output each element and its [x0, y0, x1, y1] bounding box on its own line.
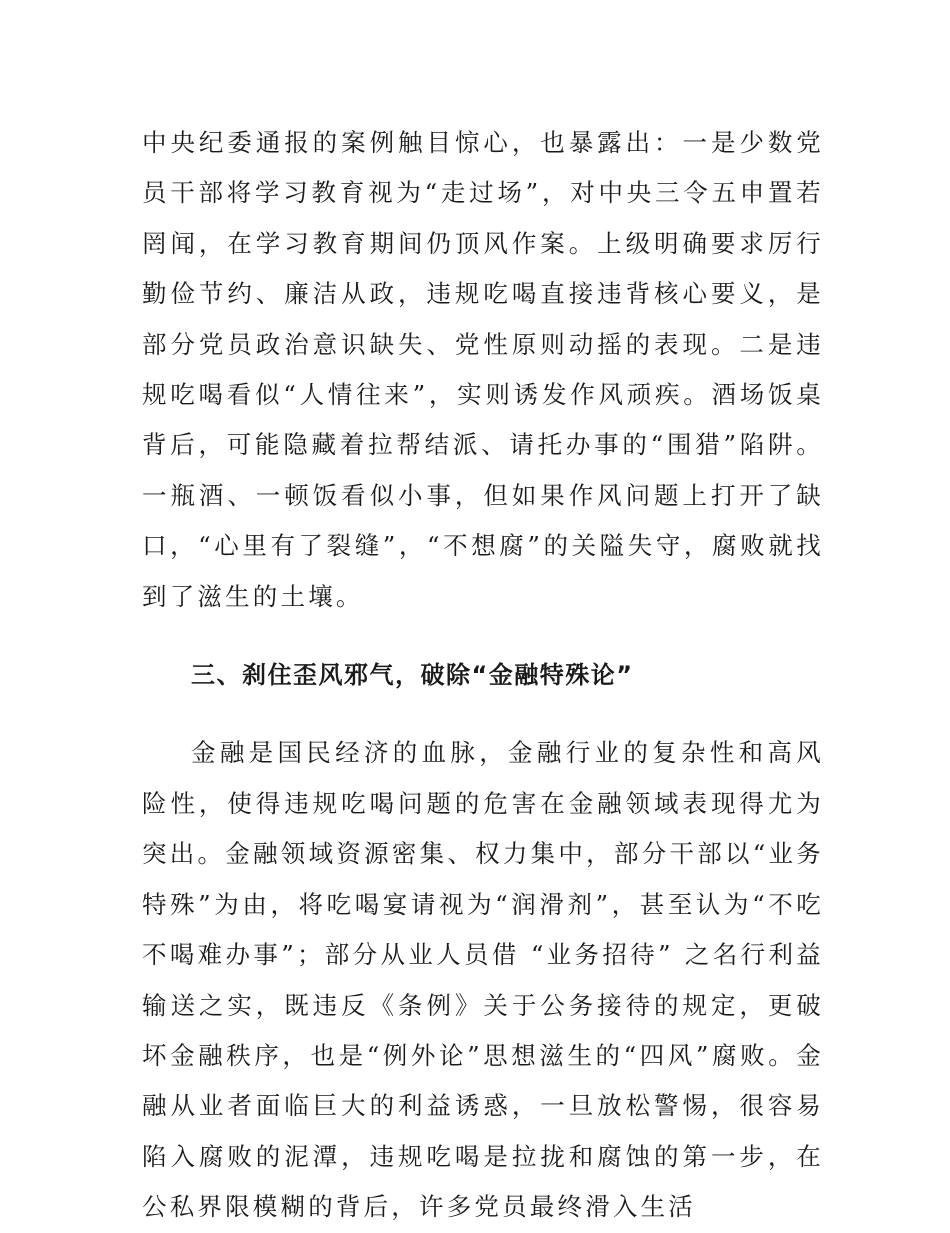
paragraph-case-analysis: 中央纪委通报的案例触目惊心，也暴露出：一是少数党员干部将学习教育视为“走过场”，对中央三令五申置若罔闻，在学习教育期间仍顶风作案。上级明确要求厉行勤俭节约、廉洁从政，违规吃喝直接违背核心要义，是部分党员政治意识缺失、党性原则动摇的表现。二是违规吃喝看似“人情往来”，实则诱发作风顽疾。酒场饭桌背后，可能隐藏着拉帮结派、请托办事的“围猎”陷阱。一瓶酒、一顿饭看似小事，但如果作风问题上打开了缺口，“心里有了裂缝”，“不想腐”的关隘失守，腐败就找到了滋生的土壤。	[142, 128, 824, 611]
paragraph-finance-sector: 金融是国民经济的血脉，金融行业的复杂性和高风险性，使得违规吃喝问题的危害在金融领域表现得尤为突出。金融领域资源密集、权力集中，部分干部以“业务特殊”为由，将吃喝宴请视为“润滑剂”，甚至认为“不吃不喝难办事”；部分从业人员借 “业务招待” 之名行利益输送之实，既违反《条例》关于公务接待的规定，更破坏金融秩序，也是“例外论”思想滋生的“四风”腐败。金融从业者面临巨大的利益诱惑，一旦放松警惕，很容易陷入腐败的泥潭，违规吃喝是拉拢和腐蚀的第一步，在公私界限模糊的背后，许多党员最终滑入生活	[142, 738, 824, 1222]
document-body	[142, 118, 824, 1233]
section-heading-three: 三、刹住歪风邪气，破除“金融特殊论”	[191, 661, 634, 690]
